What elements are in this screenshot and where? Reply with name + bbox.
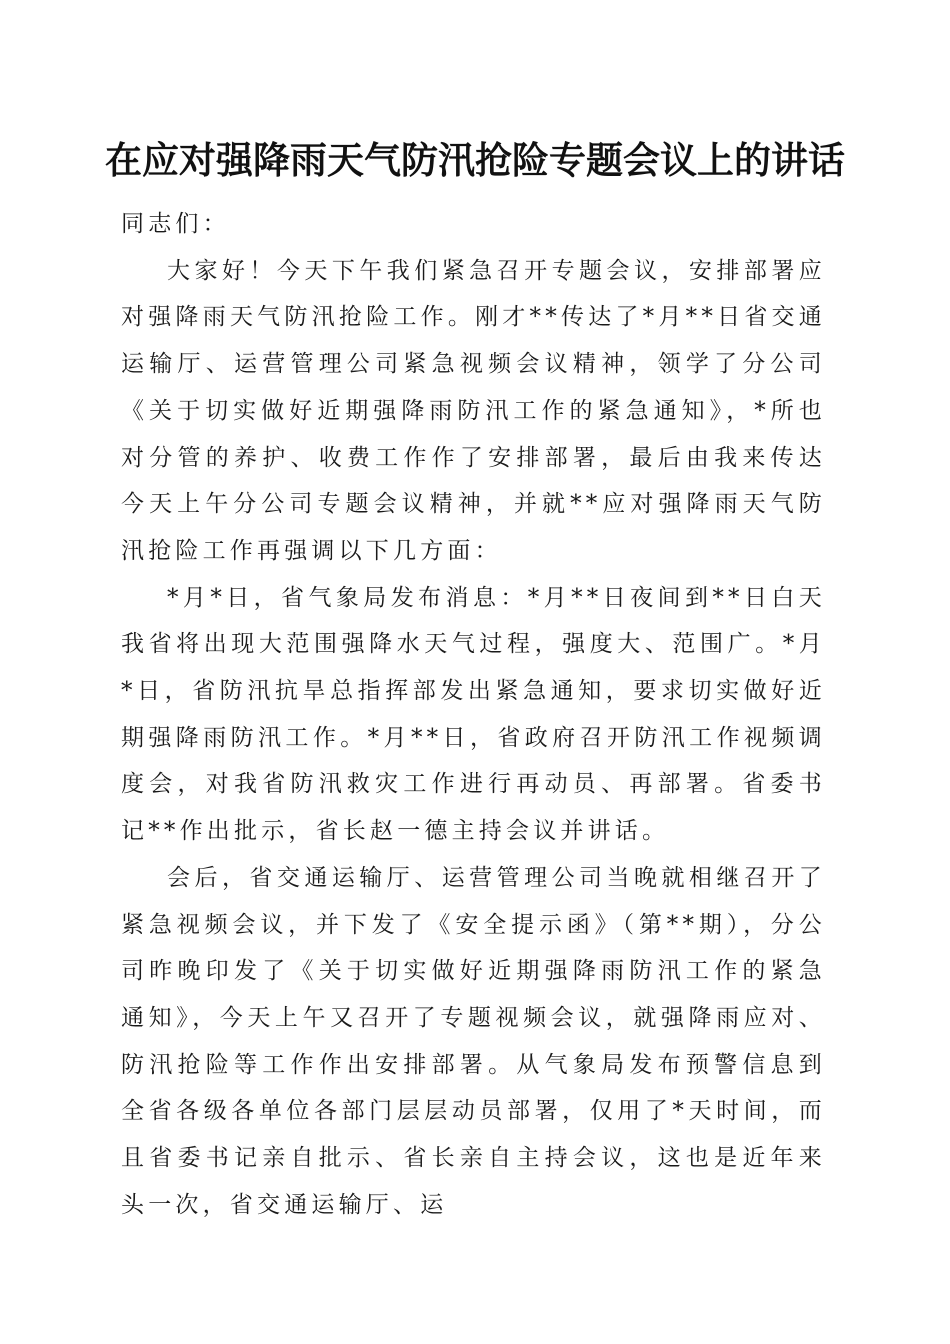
document-title: 在应对强降雨天气防汛抢险专题会议上的讲话 bbox=[105, 138, 845, 182]
paragraph-1: 大家好！今天下午我们紧急召开专题会议，安排部署应对强降雨天气防汛抢险工作。刚才**传达了*月**日省交通运输厅、运营管理公司紧急视频会议精神，领学了分公司《关于切实做好近期强降雨防汛工作的紧急通知》，*所也对分管的养护、收费工作作了安排部署，最后由我来传达今天上午分公司专题会议精神，并就**应对强降雨天气防汛抢险工作再强调以下几方面： bbox=[121, 257, 826, 564]
greeting-line: 同志们： bbox=[121, 211, 230, 237]
document-body bbox=[121, 201, 826, 1228]
paragraph-3: 会后，省交通运输厅、运营管理公司当晚就相继召开了紧急视频会议，并下发了《安全提示函》（第**期），分公司昨晚印发了《关于切实做好近期强降雨防汛工作的紧急通知》，今天上午又召开了专题视频会议，就强降雨应对、防汛抢险等工作作出安排部署。从气象局发布预警信息到全省各级各单位各部门层层动员部署，仅用了*天时间，而且省委书记亲自批示、省长亲自主持会议，这也是近年来头一次，省交通运输厅、运 bbox=[121, 864, 826, 1218]
paragraph-2: *月*日，省气象局发布消息：*月**日夜间到**日白天我省将出现大范围强降水天气过程，强度大、范围广。*月*日，省防汛抗旱总指挥部发出紧急通知，要求切实做好近期强降雨防汛工作。*月**日，省政府召开防汛工作视频调度会，对我省防汛救灾工作进行再动员、再部署。省委书记**作出批示，省长赵一德主持会议并讲话。 bbox=[121, 584, 826, 845]
